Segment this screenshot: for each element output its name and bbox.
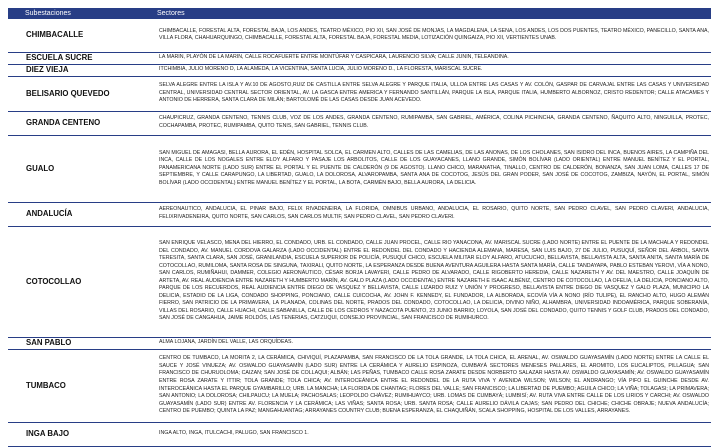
substation-name: COTOCOLLAO <box>8 226 148 337</box>
table-row <box>8 135 711 202</box>
sectors-text: ALMA LOJANA, JARDÍN DEL VALLE, LAS ORQUÍDEAS. <box>148 337 711 349</box>
substation-name: ANDALUCÍA <box>8 202 148 226</box>
substation-name: GUALO <box>8 135 148 202</box>
sectors-text: INGA ALTO, INGA, ITULCACHI, PALUGO, SAN FRANCISCO 1. <box>148 422 711 446</box>
table-row <box>8 422 711 446</box>
sectors-text: CENTRO DE TUMBACO, LA MORITA 2, LA CERÁMICA, CHIVIQUÍ, PLAZAPAMBA, SAN FRANCISCO DE LA TOLA GRANDE, LA TOLA CHICA, EL ARENAL, AV. OSWALDO GUAYASAMÍN (LADO NORTE) ENTRE LA CALLE EL SAUCE Y JOSÉ VINUEZA; AV. OSWALDO GUAYASAMÍN (LADO SUR) ENTRE LA CERÁMICA Y AURELIO ESPINOZA, CUMBAYÁ SECTORES MENESES PALLARES, EL AROMITO, LOS EUCALIPTOS, PILLAGUA; SAN FRANCISCO DE CHURUOLOMA; CAIZAN; SAN JOSÉ DE COLLAQUI; ALBÁN; LAS PEÑAS, TUMBACO CALLE ROSA ZARATE DESDE NORBERTO SALAZAR HASTA AV. OSWALDO GUAYASAMÍN; AV. OSWALDO GUAYASAMÍN ENTRE ROSA ZARATE Y ITTIR; TOLA GRANDE; TOLA CHICA; AV. INTEROCEÁNICA ENTRE EL REDONDEL DE LA RUTA VIVA Y AVENIDA WILSON; WILSON; EL ANDRANGO; VÍA PIFO EL GUINCHE DESDE AV. INTEROCEÁNICA HASTA EL PARQUE GYAMBARILLO; URB. LA MANCHA; LA FLORIDA DE CHANTAG; FLORES DEL VALLE; SAN FRANCISCO; LA LIBERTAD DE PUEMBO; AGUILA CHICO; LA VIÑA; TOLAGASI; LA PRIMAVERA; SAN ANTONIO; LA DOLOROSA; CHILPAUCU; LA MUELA; PACHOSALAS; LEOPOLDO CHÁVEZ; RUMIHUAYCO; URB. LOMAS DE CUMBAYÁ; LUMBISÍ; AV. RUTA VIVA ENTRE CALLE DE LOS LIRIOS Y CARCHI; AV. OSWALDO GUAYASAMÍN (LADO SUR) ENTRE AV. FLORENCIA Y LA CERÁMICA; LAS VIÑAS; SANTA ROSA; URB. SANTA ROSA; CALLE AURELIO DÁVILA CAJAS; SAN PEDRO DEL CHICHE; CHICHE OBRAJE; NUEVA ANDALUCÍA; CENTRO DE PUEMBO; QUINTA LA PAZ; MANGAHUANTAG; ARRAYANES COUNTRY CLUB; BUENA ESPERANZA, EL CHAQUIÑÁN, SCALA SHOPPING, HOSPITAL DE LOS VALLES, ARRAYANES. <box>148 349 711 422</box>
header-substations: Subestaciones <box>8 8 148 19</box>
table-row <box>8 19 711 52</box>
substations-table-container <box>8 8 711 447</box>
substation-name: BELISARIO QUEVEDO <box>8 76 148 111</box>
table-header-row <box>8 8 711 19</box>
substation-name: ESCUELA SUCRE <box>8 52 148 64</box>
sectors-text: CHAUPICRUZ, GRANDA CENTENO, TENNIS CLUB, VOZ DE LOS ANDES, GRANDA CENTENO, RUMIPAMBA, SAN GABRIEL, AMÉRICA, COLINA PICHINCHA, GRANDA CENTENO, ÑAQUITO ALTO, NINGUILLA, PROTEC, COCHAPAMBA, PROTEC, RUMIPAMBA, QUITO TENIS, SAN GABRIEL, TENNIS CLUB. <box>148 111 711 135</box>
table-row <box>8 52 711 64</box>
table-row <box>8 64 711 76</box>
table-row <box>8 349 711 422</box>
sectors-text: ITCHIMBIA, JULIO MORENO D, LA ALAMEDA, LA VICENTINA, SANTA LUCIA, JULIO MORENO D., LA FLORESTA, MARISCAL SUCRE. <box>148 64 711 76</box>
table-row <box>8 337 711 349</box>
substation-name: GRANDA CENTENO <box>8 111 148 135</box>
header-sectors: Sectores <box>148 8 711 19</box>
table-row <box>8 202 711 226</box>
substation-name: SAN PABLO <box>8 337 148 349</box>
sectors-text: SAN MIGUEL DE AMAGASI, BELLA AURORA, EL EDÉN, HOSPITAL SOLCA, EL CARMEN ALTO, CALLES DE LAS CAMELIAS, DE LAS ANONAS, DE LOS CHOLANES, SAN ISIDRO DEL INCA, BUENOS AIRES, LA CAMPIÑA DEL INCA, CALLE DE LOS NOGALES ENTRE ELOY ALFARO Y PASAJE LOS ARBOLITOS, CALLE DE LOS GUAYACANES, LLANO GRANDE, SIMÓN BOLÍVAR (LADO ORIENTAL) ENTRE MANUEL BENÍTEZ Y EL PORTAL, PANAMERICANA NORTE (LADO SUR) ENTRE EL PORTAL Y EL PUENTE DE CALDERÓN (9 DE AGOSTO). LLANO CHICO, MARANATHA, TINALLO, CENTRO DE CALDERÓN, BONANZA, SAN JUAN LOMA, CALLES 17 DE SEPTIEMBRE, Y CALLE CARAPUNGO, LA LIBERTAD, GUALO, LA DOLOROSA, ALVAROPAMBA, SANTA ANA DE COCOTOG, JESÚS DEL GRAN PODER, SAN JOSÉ DE COCOTOG, ZAMBIZA, NAYÓN, EL PORTAL, SIMÓN BOLÍVAR (LADO OCCIDENTAL) ENTRE MANUEL BENÍTEZ Y EL PORTAL, LA BOTA, CARMÉN BAJO, BELLA AURORA, LA DELICIA. <box>148 135 711 202</box>
table-row <box>8 111 711 135</box>
substations-sectors-table <box>8 8 711 447</box>
sectors-text: SELVA ALEGRE ENTRE LA ISLA Y AV.10 DE AGOSTO,RUIZ DE CASTILLA ENTRE SELVA ALEGRE Y PARQUE ITALIA, ULLOA ENTRE LAS CASAS Y AV. COLÓN, GASPAR DE CARVAJAL ENTRE LAS CASAS Y UNIVERSIDAD CENTRAL, UNIVERSIDAD CENTRAL SECTOR ORIENTAL, AV. LA GASCA ENTRE AMERICA Y FERNANDO SANTILLÁN, PARQUE LA ISLA, PARQUE ITALIA, HUMBERTO ALBORNOZ, CRISTO REDENTOR; CALLE ATACAMES Y ANTONIO DE HERRERA, SANTA CLARA DE MILÁN; BARTOLOMÉ DE LAS CASAS DESDE JUAN ACEVEDO. <box>148 76 711 111</box>
sectors-text: CHIMBACALLE, FORESTAL ALTA, FORESTAL BAJA, LOS ANDES, TEATRO MÉXICO, PIO XII, SAN JOSÉ DE MONJAS, LA MAGDALENA, LA SENA, LOS ANDES, LOS DOS PUENTES, TEATRO MÉXICO, PANECILLO, SANTA ANA, VILLA FLORA, CHAHUARQUINGO, CHIMBACALLE, FORESTAL ALTA, FORESTAL BAJA, FORESTAL MEDIA, LOTIZACIÓN QUINGAIZA, PIO XII, VERTIENTES UNAB. <box>148 19 711 52</box>
sectors-text: LA MARIN, PLAYÓN DE LA MARIN, CALLE ROCAFUERTE ENTRE MONTÚFAR Y CASPICARA, LAURENCIO SILVA; CALLE JUNIN, TELEANDINA. <box>148 52 711 64</box>
substation-name: DIEZ VIEJA <box>8 64 148 76</box>
substation-name: CHIMBACALLE <box>8 19 148 52</box>
sectors-text: AEREONAUTICO, ANDALUCIA, EL PINAR BAJO, FELIX RIVADENEIRA, LA FLORIDA, OMNIBUS URBANO, ANDALUCIA, EL ROSARIO, QUITO NORTE, SAN PEDRO CLAVEL, SAN PEDRO CLAVERl, ANDALUCIA, FELIXRIVADENEIRA, QUITO NORTE, SAN CARLOS, SAN CARLOS MULTIF, SAN PEDRO CLAVEL, SAN PEDRO CLAVERl. <box>148 202 711 226</box>
table-row <box>8 76 711 111</box>
table-row <box>8 226 711 337</box>
substation-name: TUMBACO <box>8 349 148 422</box>
sectors-text: SAN ENRIQUE VELASCO, MENA DEL HIERRO, EL CONDADO, URB. EL CONDADO, CALLE JUAN PROCEL, CALLE RIO YANACONA, AV. MARISCAL SUCRE (LADO NORTE) ENTRE EL PUENTE DE LA MACHALA Y REDONDEL DEL CONDADO, AV. MANUEL CORDOVA GALARZA (LADO OCCIDENTAL) ENTRE EL REDONDEL DEL CONDADO Y HACIENDA ALEMANA, MARESA, SAN LUIS BAJO, 27 DE JULIO, PUSUQUÍ, SEÑOR DEL ÁRBOL, SANTA TERESITA, SANTA CLARA, SAN JOSÉ, GRANILANDIA, ESCUELA SUPERIOR DE POLICÍA, PUSUQUÍ CHICO, ESCUELA MILITAR ELOY ALFARO, ATUCUCHO, BELLAVISTA, BELLAVISTA ALTA, SANTA ANITA, SANTA MARÍA DE COTOCOLLAO, RUMILOMA, SANTA ROSA DE SINGUNA, TAXIRALI, QUITO NORTE, LA ESPERANZA DESDE BUENA AVENTURA AGUILERA HASTA SANTA MARÍA, CALLE TANDAYAPA, PABLO ESTEBAN YEROVI, VÍA A NONO, SAN CARLOS, RUMIÑAHUI, DAMMER, COLEGIO AERONÁUTICO, CÉSAR BORJA LAVAYERI, CALLE PEDRO DE ALVARADO, CALLE RIGOBERTO HEREDIA, CALLE NAZARETH Y AV. DEL MAESTRO, CALLE JOAQUÍN DE ARTETA, AV. REAL AUDIENCIA ENTRE NAZARETH Y HUMBERTO MARÍN, AV. GALO PLAZA (LADO OCCIDENTAL) ENTRE NAZARETH E ISAAC ALBÉNIZ, CENTRO DE COTOCOLLAO, LA OFELIA, LA DELICIA, PONCIANO ALTO, PARQUE DE LOS RECUERDOS, REAL AUDIENCIA ENTRE DIEGO DE VASQUEZ Y BELLAVISTA, CALLE LIZARDO RUIZ Y UNIÓN Y PROGRESO, BELLAVISTA ENTRE DIEGO DE VASQUEZ Y GALO PLAZA, MUNICIPIO LA DELICIA, ESTADIO DE LA LIGA, CONDADO SHOPPING, PONCIANO, CALLE CUICOCHA, AV. JOHN F. KENNEDY, EL FUNDADOR, LA ALBORADA, ECOVÍA VÍA A NONO (RÍO TULIPE), EL RANCHO ALTO, HUGO ALEMÁN FIERRO, SAN PATRICIO DE LA PRIMAVERA, LA PLANADA, COLINAS DEL NORTE, PRADOS DEL CONDADO, COTOCOLLAO, LA DELICIA, DIVINO NIÑO, ALHAMBRA, UNIVERSIDAD INDOAMÉRICA, PARQUE SOBERANÍA, VILLAS DEL ROSARIO, CALLE HUACHI, CALLE SABANILLA, CALLE DE LOS CEDROS Y NAZACOTA PUENTO, 23 JUNIO BARRIO; LOYOLA, SAN JOSÉ DEL CONDADO, QUITO TENNIS Y GOLF CLUB, PRADOS DEL CONDADO, SAN JOSÉ DE CANGAHUA, JAIME ROLDÓS, LAS TENERIAS, CATZUQUI, CONSEJO PROVINCIAL, SAN FRANCISCO DE RUMIHURCO. <box>148 226 711 337</box>
substation-name: INGA BAJO <box>8 422 148 446</box>
